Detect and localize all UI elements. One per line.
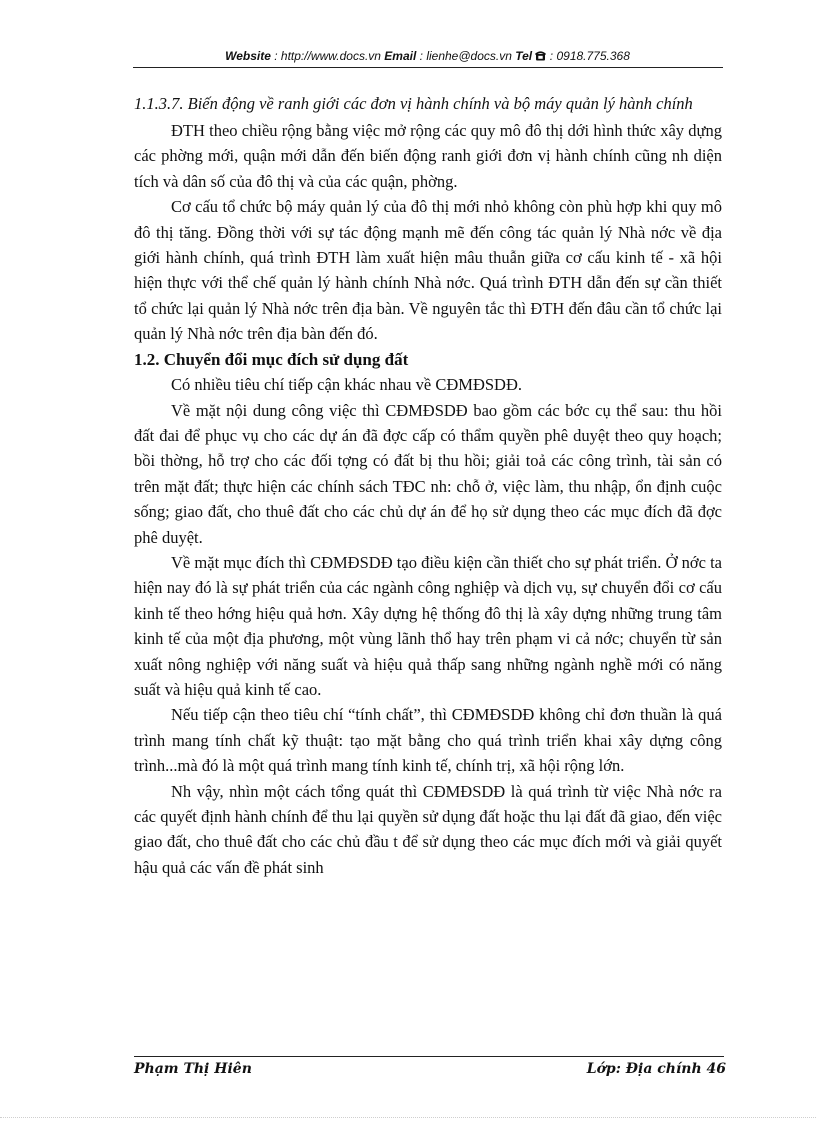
footer-author: Phạm Thị Hiên: [134, 1061, 252, 1077]
paragraph: Cơ cấu tổ chức bộ máy quản lý của đô thị mới nhỏ không còn phù hợp khi quy mô đô thị tăng. Đồng thời với sự tác động mạnh mẽ đến công tác quản lý Nhà nớc về địa giới hành chính, quá trình ĐTH làm xuất hiện mâu thuẫn giữa cơ cấu kinh tế - xã hội hiện thực với thể chế quản lý hành chính Nhà nớc. Quá trình ĐTH dẫn đến sự cần thiết tổ chức lại quản lý Nhà nớc trên địa bàn. Về nguyên tắc thì ĐTH đến đâu cần tổ chức lại quản lý Nhà nớc trên địa bàn đến đó.: [134, 197, 722, 344]
website-value: : http://www.docs.vn: [270, 49, 385, 63]
section-heading-1-2: 1.2. Chuyển đổi mục đích sử dụng đất: [134, 349, 409, 369]
section-heading-1-1-3-7: 1.1.3.7. Biến động về ranh giới các đơn vị hành chính và bộ máy quản lý hành chính: [134, 94, 693, 113]
paragraph: Nếu tiếp cận theo tiêu chí “tính chất”, thì CĐMĐSDĐ không chỉ đơn thuần là quá trình mang tính chất kỹ thuật: tạo mặt bằng cho quá trình triển khai xây dựng công trình...mà đó là một quá trình mang tính kinh tế, chính trị, xã hội rộng lớn.: [134, 705, 722, 776]
tel-value: : 0918.775.368: [546, 49, 630, 63]
footer-divider: [134, 1056, 724, 1057]
page-header: [130, 47, 725, 65]
document-body: [134, 92, 722, 880]
email-label: Email: [384, 49, 417, 63]
phone-icon: [535, 51, 546, 61]
paragraph: ĐTH theo chiều rộng bằng việc mở rộng các quy mô đô thị dới hình thức xây dựng các phờng mới, quận mới dẫn đến biến động ranh giới đơn vị hành chính cũng nh diện tích và dân số của đô thị và của các quận, phờng.: [134, 121, 722, 191]
paragraph: Về mặt nội dung công việc thì CĐMĐSDĐ bao gồm các bớc cụ thể sau: thu hồi đất đai để phục vụ cho các dự án đã đợc cấp có thẩm quyền phê duyệt theo quy hoạch; bồi thờng, hỗ trợ cho các đối tợng có đất bị thu hồi; giải toả các công trình, tài sản có trên mặt đất; thực hiện các chính sách TĐC nh: chỗ ở, việc làm, thu nhập, ổn định cuộc sống; giao đất, cho thuê đất cho các chủ dự án để họ sử dụng theo các mục đích đã đợc phê duyệt.: [134, 400, 722, 547]
paragraph: Nh vậy, nhìn một cách tổng quát thì CĐMĐSDĐ là quá trình từ việc Nhà nớc ra các quyết định hành chính để thu lại quyền sử dụng đất hoặc thu lại đất đã giao, đến việc giao đất, cho thuê đất cho các chủ đầu t để sử dụng theo các mục đích mới và giải quyết hậu quả các vấn đề phát sinh: [134, 781, 722, 877]
tel-label: Tel: [515, 49, 533, 63]
email-value: : lienhe@docs.vn: [416, 49, 516, 63]
website-label: Website: [225, 49, 271, 63]
footer-class: Lớp: Địa chính 46: [586, 1061, 726, 1077]
paragraph: Có nhiều tiêu chí tiếp cận khác nhau về CĐMĐSDĐ.: [171, 375, 523, 395]
paragraph: Về mặt mục đích thì CĐMĐSDĐ tạo điều kiện cần thiết cho sự phát triển. Ở nớc ta hiện nay đó là sự phát triển của các ngành công nghiệp và dịch vụ, sự chuyển đổi cơ cấu kinh tế theo hớng hiệu quả hơn. Xây dựng hệ thống đô thị là xây dựng những trung tâm kinh tế của một địa phương, một vùng lãnh thổ hay trên phạm vi cả nớc; chuyển từ sản xuất nông nghiệp với năng suất và hiệu quả thấp sang những ngành nghề mới có năng suất và hiệu quả kinh tế cao.: [134, 553, 722, 700]
page-bottom-edge: [0, 1117, 816, 1118]
header-divider: [133, 67, 723, 68]
